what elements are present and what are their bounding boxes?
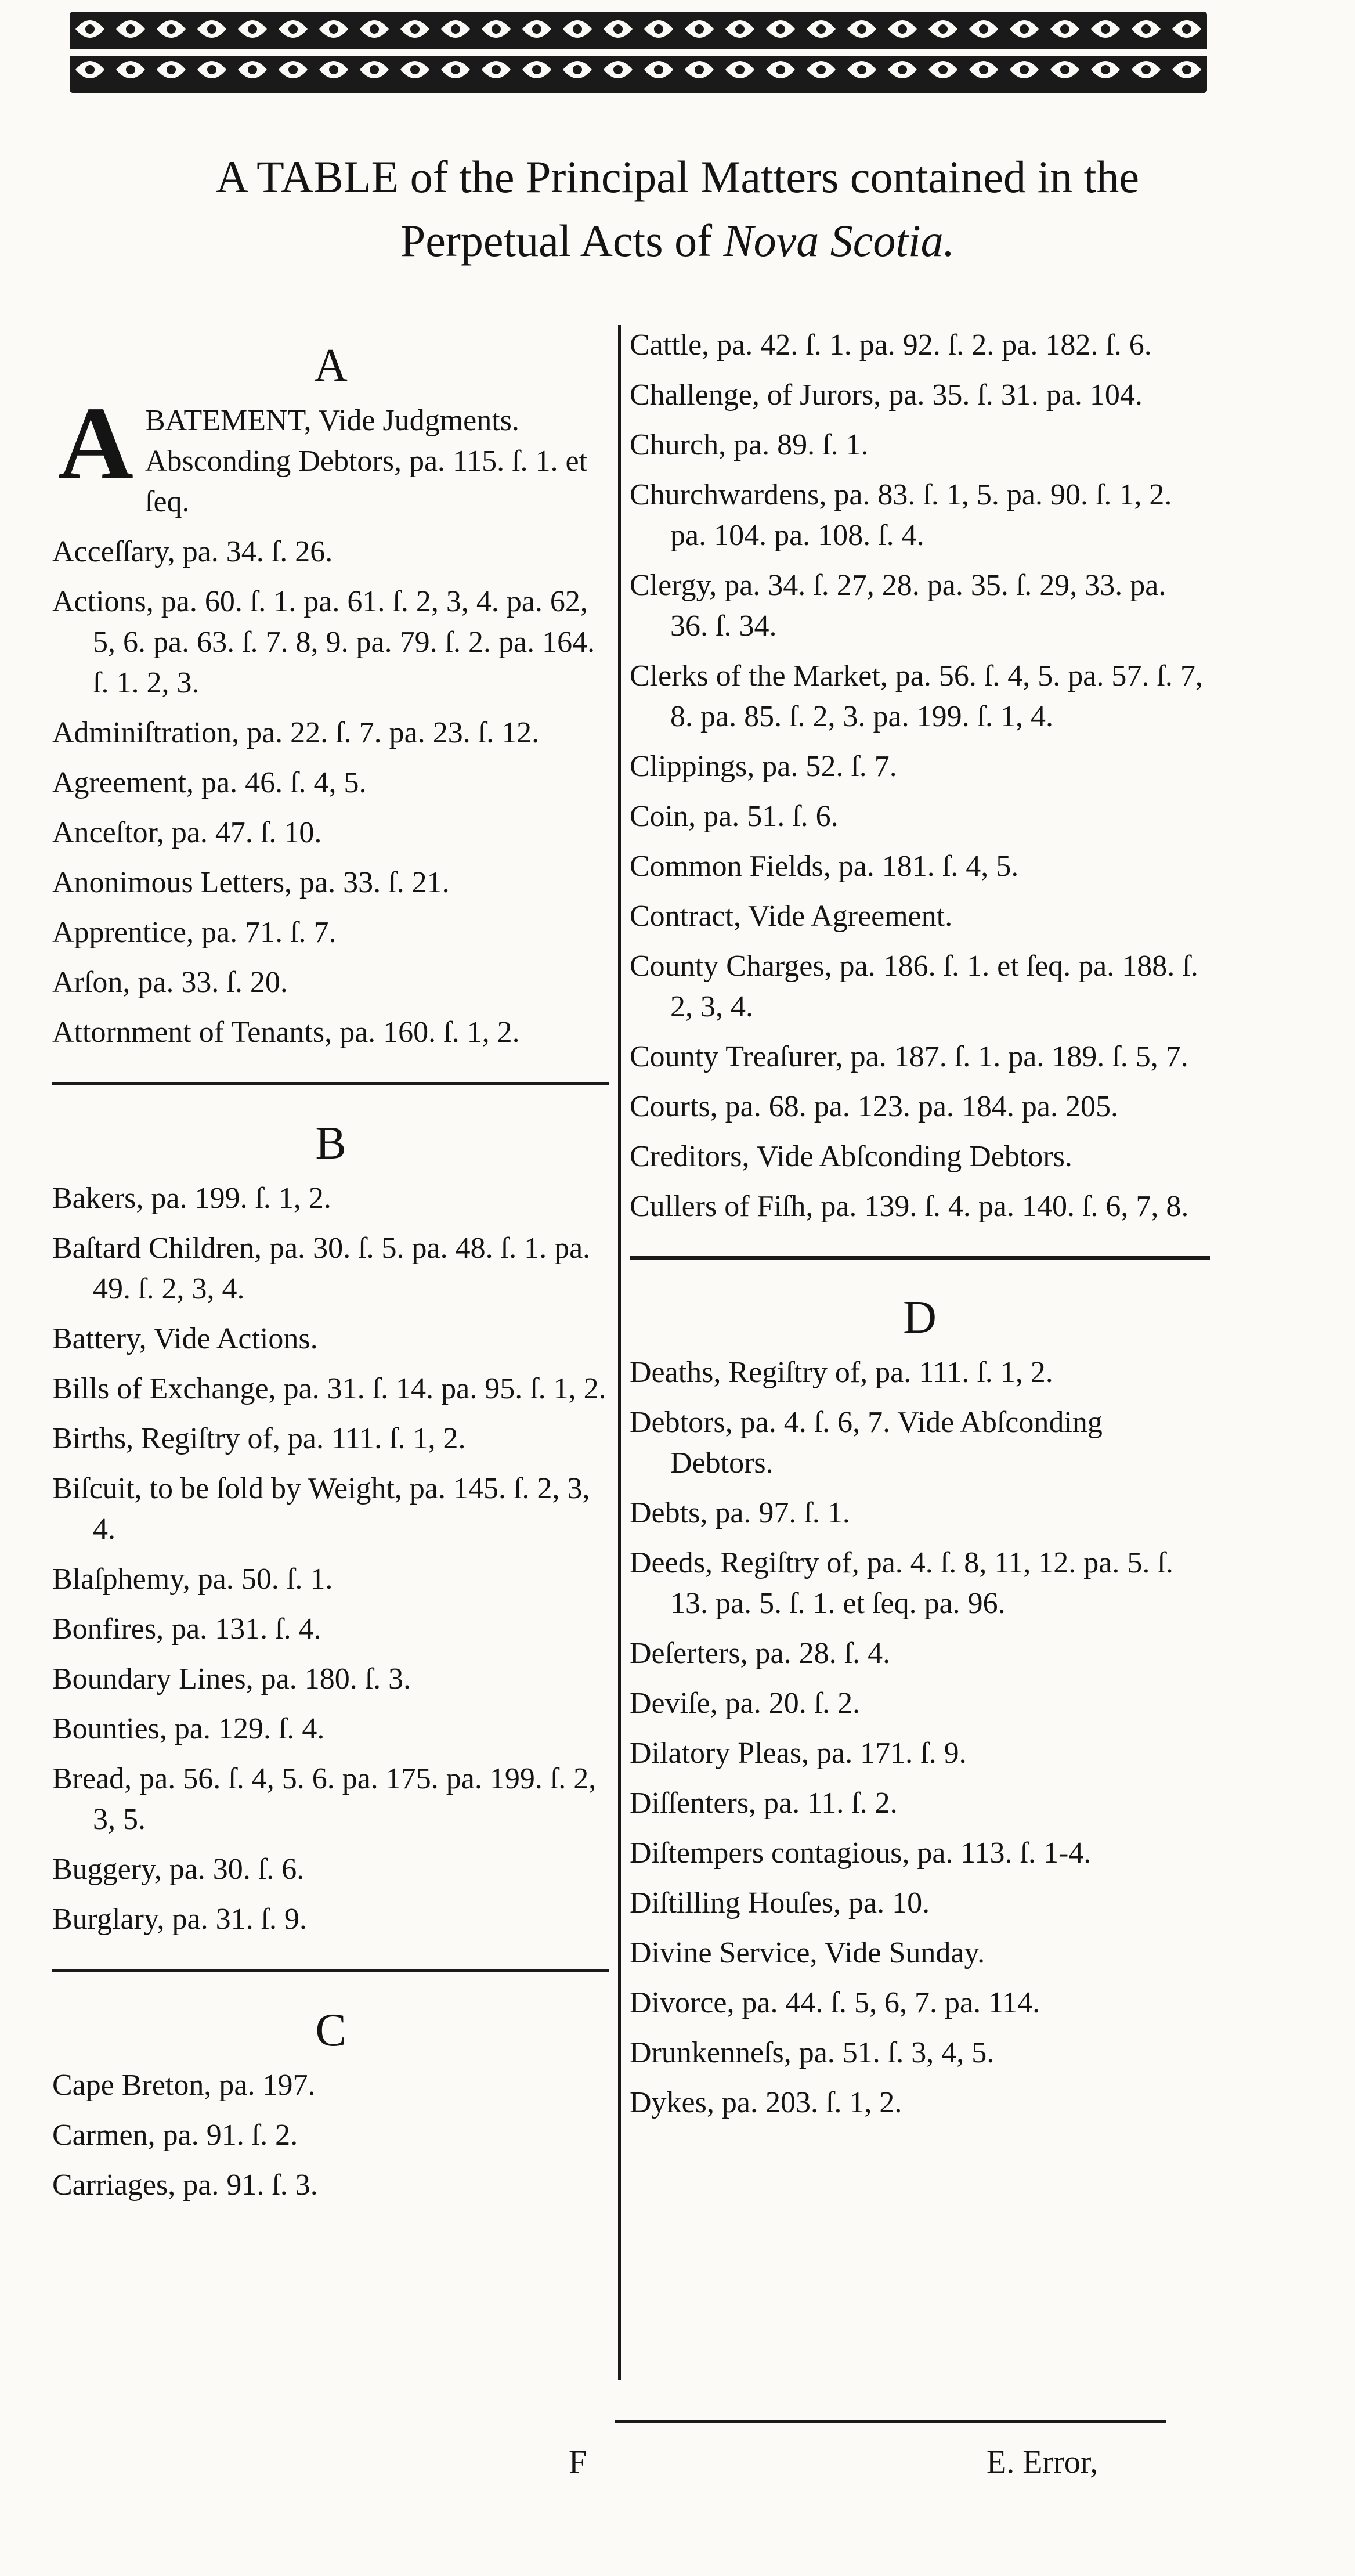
- index-entry: Adminiſtration, pa. 22. ſ. 7. pa. 23. ſ. 12.: [52, 716, 540, 749]
- index-entry: Bakers, pa. 199. ſ. 1, 2.: [52, 1182, 331, 1215]
- catchword: E. Error,: [987, 2444, 1099, 2480]
- section-rule: [52, 1969, 609, 1972]
- index-entry: Bread, pa. 56. ſ. 4, 5. 6. pa. 175. pa. 199. ſ. 2, 3, 5.: [52, 1762, 597, 1836]
- ornament-pattern-icon: [70, 12, 1207, 93]
- index-entry: Baſtard Children, pa. 30. ſ. 5. pa. 48. ſ. 1. pa. 49. ſ. 2, 3, 4.: [52, 1232, 591, 1305]
- index-entry: Attornment of Tenants, pa. 160. ſ. 1, 2.: [52, 1016, 520, 1049]
- section-d-list: [630, 1352, 1210, 2123]
- index-entry: Divorce, pa. 44. ſ. 5, 6, 7. pa. 114.: [630, 1986, 1040, 2019]
- index-entry: Contract, Vide Agreement.: [630, 900, 953, 933]
- index-entry: Coin, pa. 51. ſ. 6.: [630, 800, 839, 833]
- index-entry: Bonfires, pa. 131. ſ. 4.: [52, 1612, 321, 1646]
- index-entry: Anonimous Letters, pa. 33. ſ. 21.: [52, 866, 450, 899]
- index-entry: Blaſphemy, pa. 50. ſ. 1.: [52, 1563, 333, 1596]
- section-rule: [52, 1082, 609, 1085]
- index-entry: Diſtempers contagious, pa. 113. ſ. 1-4.: [630, 1837, 1092, 1870]
- index-entry: Deviſe, pa. 20. ſ. 2.: [630, 1687, 861, 1720]
- index-entry: Boundary Lines, pa. 180. ſ. 3.: [52, 1662, 411, 1695]
- index-entry: Clergy, pa. 34. ſ. 27, 28. pa. 35. ſ. 29, 33. pa. 36. ſ. 34.: [630, 569, 1166, 643]
- section-letter-a: A: [314, 340, 348, 391]
- section-letter-d: D: [903, 1292, 937, 1343]
- index-entry: County Treaſurer, pa. 187. ſ. 1. pa. 189. ſ. 5, 7.: [630, 1040, 1188, 1073]
- index-entry: Deſerters, pa. 28. ſ. 4.: [630, 1637, 891, 1670]
- index-entry: Common Fields, pa. 181. ſ. 4, 5.: [630, 850, 1019, 883]
- index-entry: Diſtilling Houſes, pa. 10.: [630, 1886, 930, 1920]
- left-column: [52, 325, 609, 2215]
- title-line-2-place: Nova Scotia.: [723, 215, 955, 266]
- index-entry: Biſcuit, to be ſold by Weight, pa. 145. ſ. 2, 3, 4.: [52, 1472, 590, 1546]
- title-line-1: A TABLE of the Principal Matters contained in the: [216, 151, 1139, 202]
- section-a-list: [52, 532, 609, 1053]
- index-entry: Anceſtor, pa. 47. ſ. 10.: [52, 816, 322, 849]
- index-entry: Clippings, pa. 52. ſ. 7.: [630, 750, 897, 783]
- index-entry: Creditors, Vide Abſconding Debtors.: [630, 1140, 1072, 1173]
- index-entry: Cullers of Fiſh, pa. 139. ſ. 4. pa. 140. ſ. 6, 7, 8.: [630, 1190, 1189, 1223]
- index-entry: Bounties, pa. 129. ſ. 4.: [52, 1712, 325, 1745]
- page-title: [0, 145, 1355, 273]
- index-entry: Deeds, Regiſtry of, pa. 4. ſ. 8, 11, 12. pa. 5. ſ. 13. pa. 5. ſ. 1. et ſeq. pa. 96.: [630, 1546, 1173, 1620]
- index-entry: Burglary, pa. 31. ſ. 9.: [52, 1903, 308, 1936]
- signature-mark: F: [569, 2444, 587, 2480]
- index-entry: Apprentice, pa. 71. ſ. 7.: [52, 916, 337, 949]
- index-entry: Church, pa. 89. ſ. 1.: [630, 428, 869, 461]
- index-entry: Cape Breton, pa. 197.: [52, 2069, 316, 2102]
- index-entry: Battery, Vide Actions.: [52, 1322, 318, 1355]
- ornamental-header-band: [70, 12, 1207, 93]
- index-entry: Churchwardens, pa. 83. ſ. 1, 5. pa. 90. ſ. 1, 2. pa. 104. pa. 108. ſ. 4.: [630, 478, 1172, 552]
- index-entry: Carriages, pa. 91. ſ. 3.: [52, 2169, 318, 2202]
- title-line-2: [0, 209, 1355, 273]
- index-entry: Debts, pa. 97. ſ. 1.: [630, 1496, 850, 1529]
- index-entry: Actions, pa. 60. ſ. 1. pa. 61. ſ. 2, 3, 4. pa. 62, 5, 6. pa. 63. ſ. 7. 8, 9. pa. 79. ſ. 2. pa. 164. ſ. 1. 2, 3.: [52, 585, 595, 699]
- section-rule: [630, 1256, 1210, 1260]
- section-letter-c: C: [315, 2005, 346, 2056]
- index-entry: Divine Service, Vide Sunday.: [630, 1936, 985, 1969]
- right-column: [630, 325, 1210, 2133]
- index-entry: Deaths, Regiſtry of, pa. 111. ſ. 1, 2.: [630, 1356, 1053, 1389]
- index-entry: Diſſenters, pa. 11. ſ. 2.: [630, 1787, 898, 1820]
- index-entry: Carmen, pa. 91. ſ. 2.: [52, 2119, 298, 2152]
- index-entry: Agreement, pa. 46. ſ. 4, 5.: [52, 766, 367, 799]
- index-entry: [52, 385, 609, 522]
- index-entry: Cattle, pa. 42. ſ. 1. pa. 92. ſ. 2. pa. 182. ſ. 6.: [630, 329, 1152, 362]
- index-entry: Drunkenneſs, pa. 51. ſ. 3, 4, 5.: [630, 2036, 995, 2069]
- index-entry: Acceſſary, pa. 34. ſ. 26.: [52, 535, 333, 568]
- index-entry: Courts, pa. 68. pa. 123. pa. 184. pa. 205.: [630, 1090, 1119, 1123]
- column-divider: [618, 325, 621, 2380]
- index-entry: Dykes, pa. 203. ſ. 1, 2.: [630, 2086, 902, 2119]
- index-entry: Bills of Exchange, pa. 31. ſ. 14. pa. 95. ſ. 1, 2.: [52, 1372, 606, 1405]
- dropcap-letter: A: [58, 385, 133, 501]
- index-entry: Clerks of the Market, pa. 56. ſ. 4, 5. pa. 57. ſ. 7, 8. pa. 85. ſ. 2, 3. pa. 199. ſ. 1, 4.: [630, 659, 1203, 733]
- index-entry: Births, Regiſtry of, pa. 111. ſ. 1, 2.: [52, 1422, 466, 1455]
- section-b-list: [52, 1178, 609, 1940]
- section-c-left-list: [52, 2065, 609, 2206]
- footer-rule: [615, 2420, 1166, 2423]
- section-c-right-list: [630, 325, 1210, 1227]
- title-line-2-prefix: Perpetual Acts of: [400, 215, 724, 266]
- index-entry: Dilatory Pleas, pa. 171. ſ. 9.: [630, 1737, 967, 1770]
- index-entry: County Charges, pa. 186. ſ. 1. et ſeq. pa. 188. ſ. 2, 3, 4.: [630, 950, 1198, 1023]
- index-entry-text: BATEMENT, Vide Judgments. Absconding Debtors, pa. 115. ſ. 1. et ſeq.: [145, 404, 588, 518]
- index-entry: Debtors, pa. 4. ſ. 6, 7. Vide Abſconding Debtors.: [630, 1406, 1103, 1480]
- index-entry: Buggery, pa. 30. ſ. 6.: [52, 1853, 305, 1886]
- index-entry: Arſon, pa. 33. ſ. 20.: [52, 966, 288, 999]
- index-entry: Challenge, of Jurors, pa. 35. ſ. 31. pa. 104.: [630, 378, 1143, 412]
- section-letter-b: B: [315, 1118, 346, 1169]
